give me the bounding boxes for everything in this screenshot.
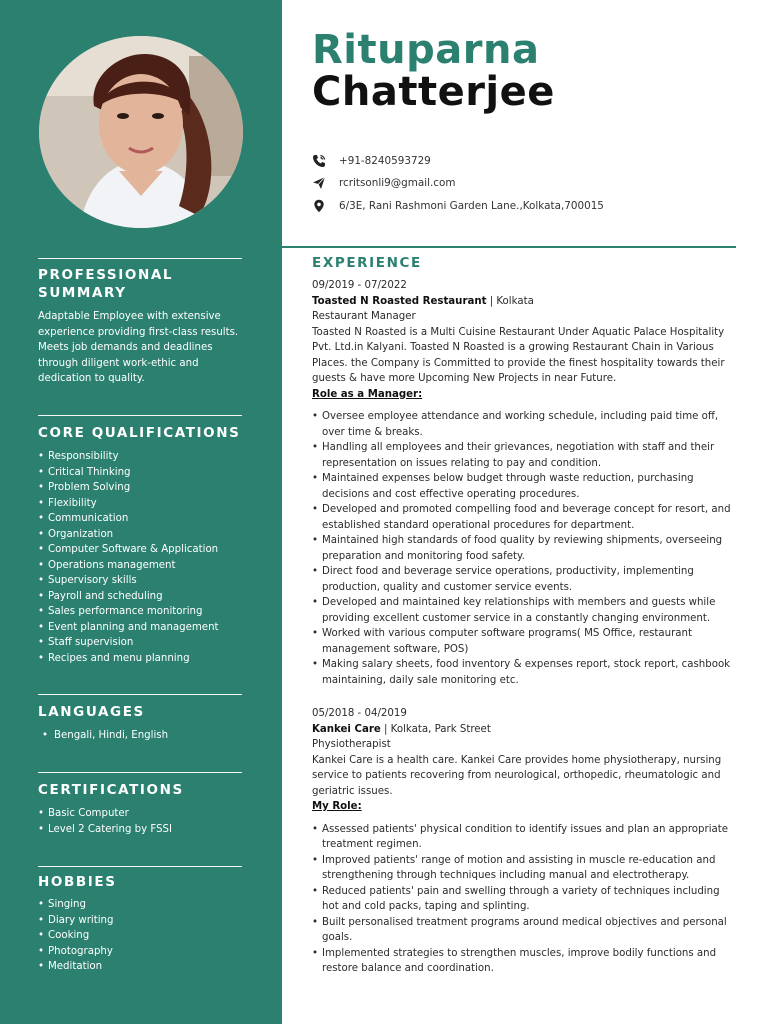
list-item: • Computer Software & Application [38,542,242,558]
list-item: • Maintained expenses below budget through waste reduction, purchasing decisions and cost effective operating procedures. [312,471,736,502]
send-icon [312,176,326,190]
job-dates: 09/2019 - 07/2022 [312,280,407,291]
divider [38,866,242,867]
list-item: • Responsibility [38,449,242,465]
certifications-list [38,806,242,837]
list-item: • Supervisory skills [38,573,242,589]
summary-title: PROFESSIONAL SUMMARY [38,267,174,301]
job-entry [312,706,736,977]
certifications-title: CERTIFICATIONS [38,782,184,798]
list-item: • Recipes and menu planning [38,651,242,667]
job-dates: 05/2018 - 04/2019 [312,708,407,719]
list-item: • Meditation [38,959,242,975]
list-item: • Built personalised treatment programs around medical objectives and personal goals. [312,915,736,946]
address-text: 6/3E, Rani Rashmoni Garden Lane.,Kolkata,700015 [339,200,604,212]
profile-photo [39,36,243,228]
list-item: • Developed and maintained key relationships with members and guests while providing excellent customer service in a constantly changing environment. [312,595,736,626]
list-item: • Communication [38,511,242,527]
list-item: • Cooking [38,928,242,944]
languages-section [38,694,242,744]
list-item: • Handling all employees and their grievances, negotiation with staff and their representation on issues relating to pay and condition. [312,440,736,471]
qualifications-list [38,449,242,666]
list-item: • Staff supervision [38,635,242,651]
list-item: • Problem Solving [38,480,242,496]
phone-icon [312,154,326,168]
list-item: • Bengali, Hindi, English [38,728,242,744]
job-position: Restaurant Manager [312,311,416,322]
job-location: | Kolkata [489,295,534,307]
list-item: • Assessed patients' physical condition to identify issues and plan an appropriate treatment regimen. [312,822,736,853]
list-item: • Organization [38,527,242,543]
divider [38,258,242,259]
job-location: | Kolkata, Park Street [384,723,491,735]
qualifications-title: CORE QUALIFICATIONS [38,425,241,441]
job-position: Physiotherapist [312,739,391,750]
location-pin-icon [312,199,326,213]
job-company: Toasted N Roasted Restaurant [312,295,487,307]
profile-photo-image [39,36,243,228]
divider [38,694,242,695]
divider [38,415,242,416]
list-item: • Level 2 Catering by FSSI [38,822,242,838]
hobbies-section [38,866,242,975]
job-entry [312,278,736,688]
sidebar [0,0,282,1024]
list-item: • Basic Computer [38,806,242,822]
hobbies-list [38,897,242,975]
list-item: • Singing [38,897,242,913]
list-item: • Operations management [38,558,242,574]
header-divider [282,246,736,248]
list-item: • Improved patients' range of motion and assisting in muscle re-education and strengthening through techniques including manual and electrotherapy. [312,853,736,884]
languages-list [38,728,242,744]
list-item: • Making salary sheets, food inventory & expenses report, stock report, cashbook maintaining, daily sale monitoring etc. [312,657,736,688]
list-item: • Photography [38,944,242,960]
list-item: • Diary writing [38,913,242,929]
job-org [312,294,736,310]
list-item: • Event planning and management [38,620,242,636]
list-item: • Oversee employee attendance and working schedule, including paid time off, over time & breaks. [312,409,736,440]
list-item: • Developed and promoted compelling food and beverage concept for resort, and established standard operational procedures for department. [312,502,736,533]
job-company: Kankei Care [312,723,381,735]
contact-phone [312,153,732,169]
summary-text: Adaptable Employee with extensive experience providing first-class results. Meets job demands and deadlines through diligent work-ethic and dedication to quality. [38,311,239,385]
list-item: • Critical Thinking [38,465,242,481]
list-item: • Implemented strategies to strengthen muscles, improve bodily functions and restore balance and coordination. [312,946,736,977]
email-text[interactable]: rcritsonli9@gmail.com [339,177,456,189]
list-item: • Direct food and beverage service operations, productivity, implementing production, quality and customer service events. [312,564,736,595]
phone-text[interactable]: +91-8240593729 [339,155,431,167]
list-item: • Sales performance monitoring [38,604,242,620]
contact-email [312,175,732,191]
job-description: Kankei Care is a health care. Kankei Care provides home physiotherapy, nursing service to patients recovering from neurological, orthopedic, rheumatologic and geriatric issues. [312,754,722,797]
contact-address [312,198,732,214]
list-item: • Payroll and scheduling [38,589,242,605]
summary-section [38,258,242,387]
job-description: Toasted N Roasted is a Multi Cuisine Restaurant Under Aquatic Palace Hospitality Pvt. Ltd.in Kalyani. Toasted N Roasted is a growing Restaurant Chain in Various Places. the Company is Committed to provide the finest hospitality towards their guests & have more Upcoming New Projects in near Future. [312,326,725,384]
divider [38,772,242,773]
job-role-heading: My Role: [312,801,362,812]
languages-title: LANGUAGES [38,704,145,720]
list-item: • Flexibility [38,496,242,512]
first-name: Rituparna [312,27,540,73]
job-bullets [312,409,736,688]
qualifications-section [38,415,242,666]
list-item: • Worked with various computer software programs( MS Office, restaurant management software, POS) [312,626,736,657]
list-item: • Maintained high standards of food quality by reviewing shipments, overseeing preparation and monitoring food safety. [312,533,736,564]
list-item: • Reduced patients' pain and swelling through a variety of techniques including hot and cold packs, taping and splinting. [312,884,736,915]
job-role-heading: Role as a Manager: [312,388,423,400]
experience-title: EXPERIENCE [312,255,422,271]
certifications-section [38,772,242,837]
last-name: Chatterjee [312,69,555,115]
hobbies-title: HOBBIES [38,874,117,890]
job-bullets [312,822,736,977]
job-org [312,722,736,738]
